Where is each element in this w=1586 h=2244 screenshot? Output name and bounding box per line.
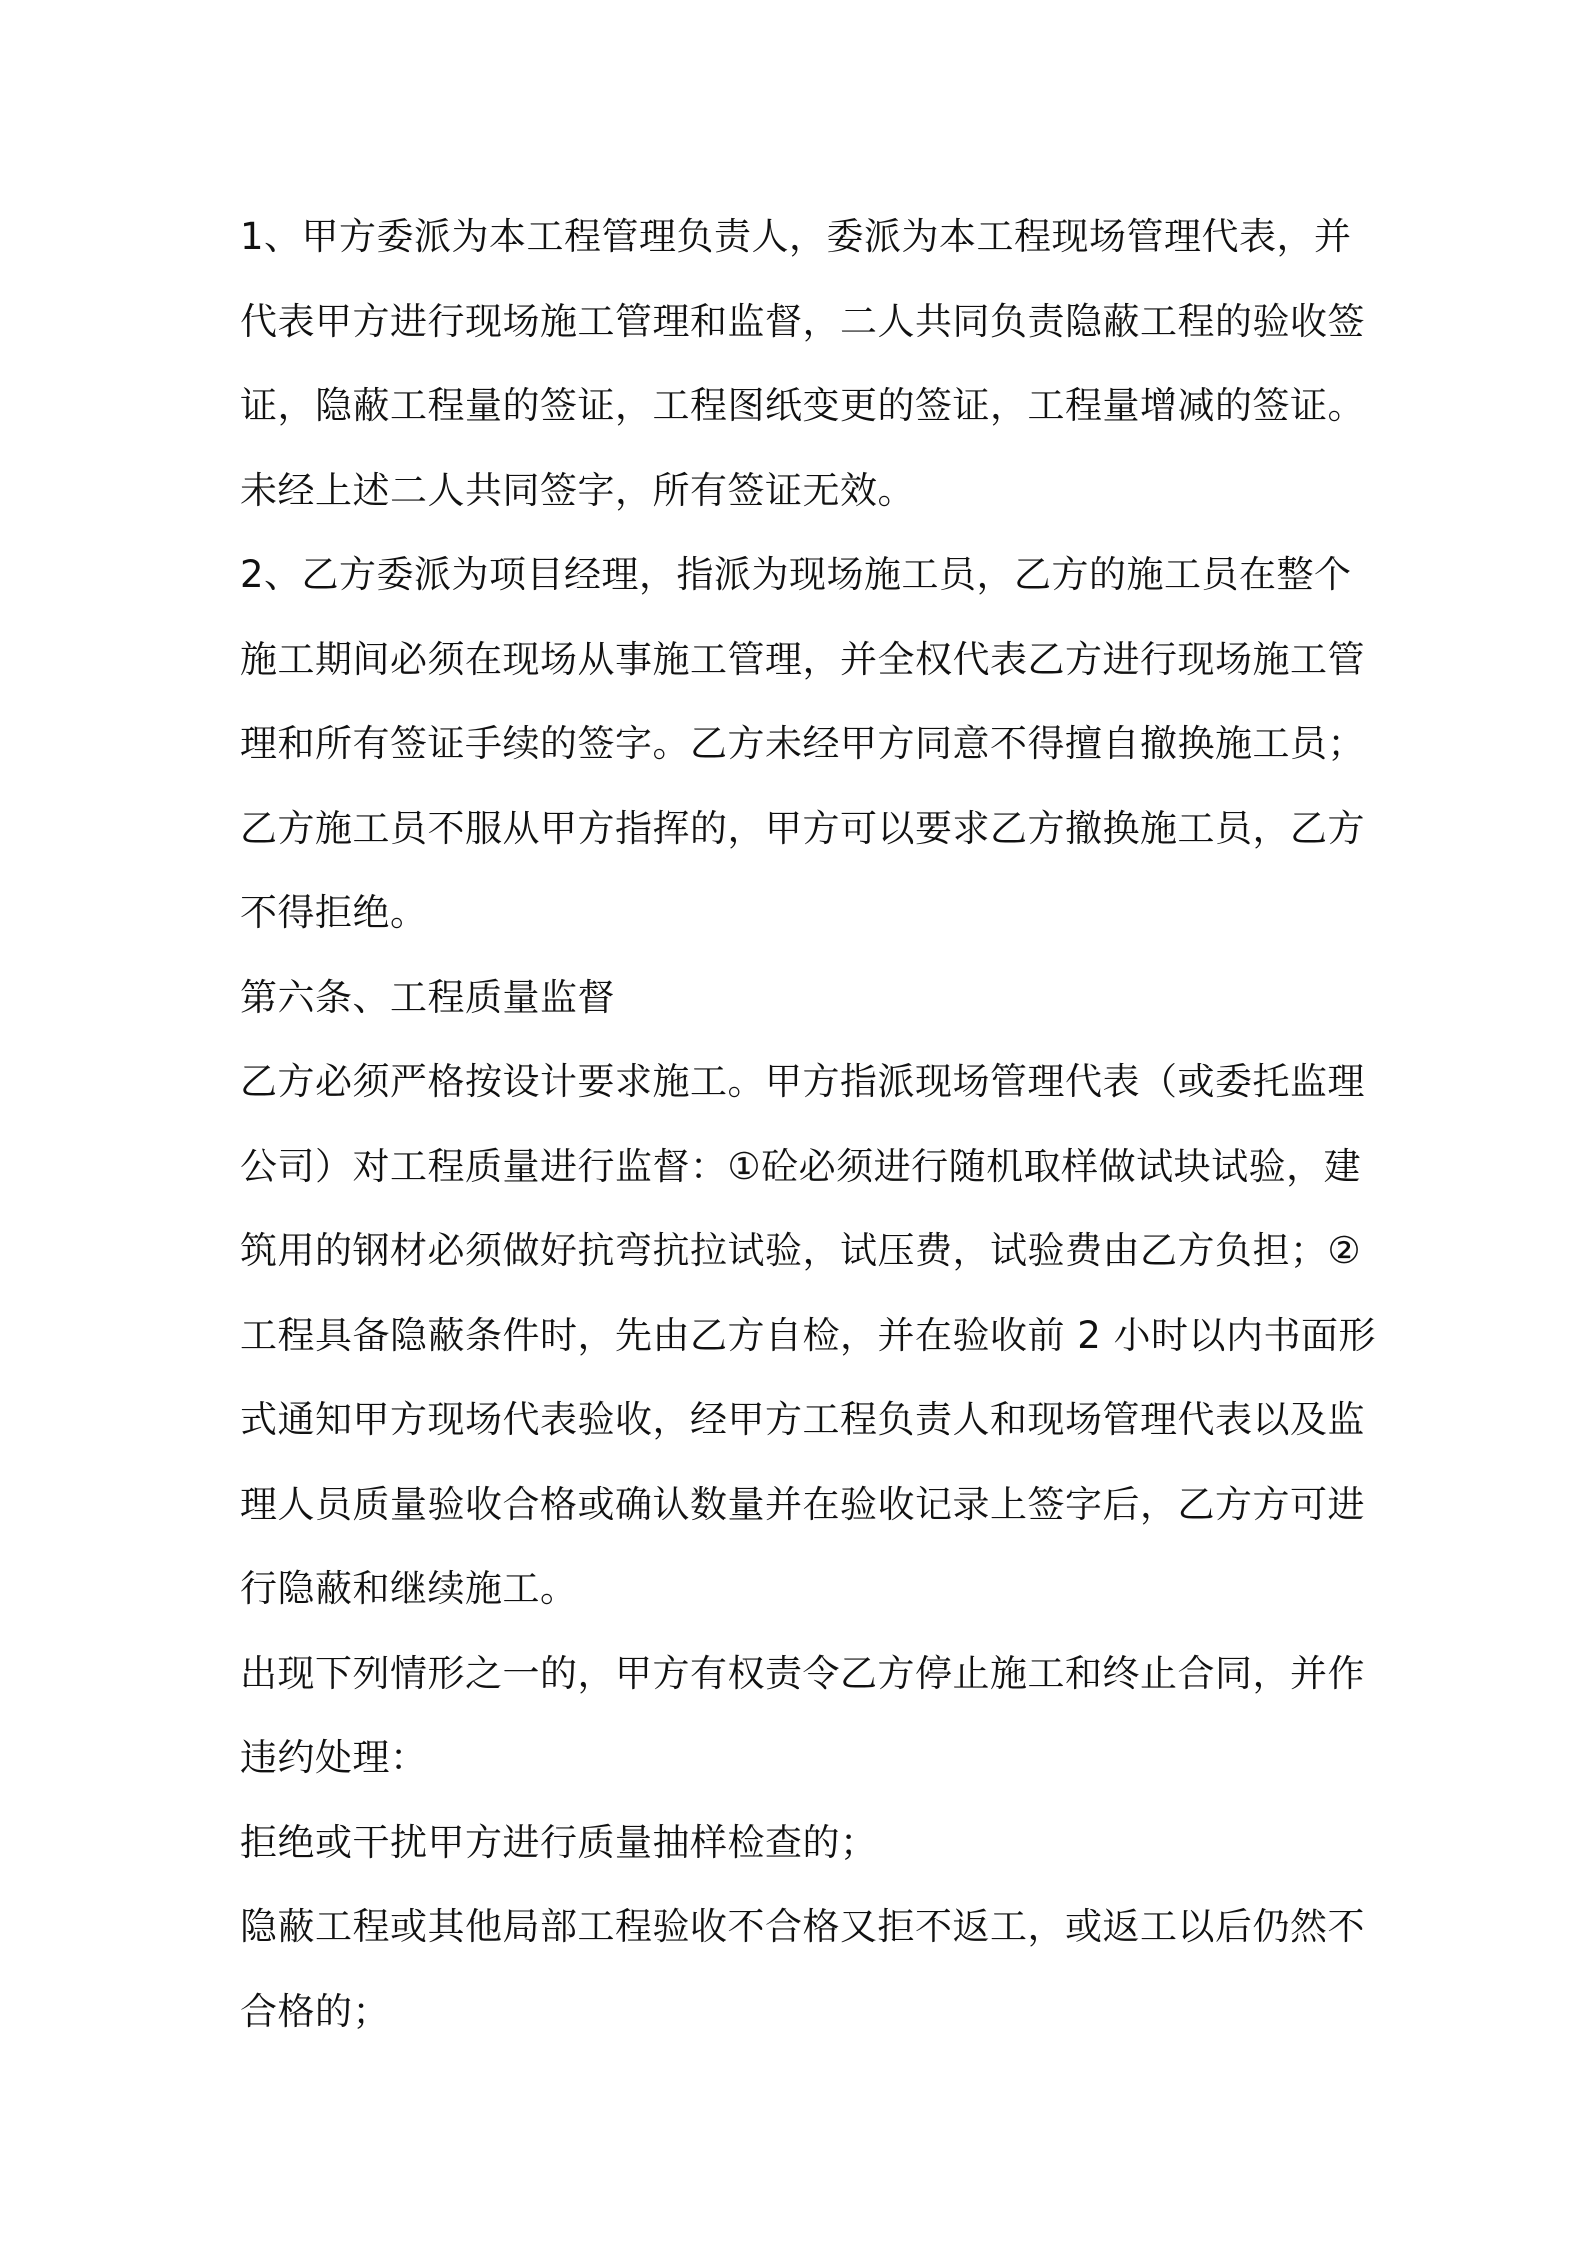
text-line: 乙方必须严格按设计要求施工。甲方指派现场管理代表（或委托监理: [240, 1060, 1365, 1103]
termination-conditions-paragraph: [240, 1632, 1365, 1801]
text-line: 代表甲方进行现场施工管理和监督，二人共同负责隐蔽工程的验收签: [240, 299, 1365, 343]
text-line: 合格的；: [240, 1989, 390, 2033]
text-line: 理人员质量验收合格或确认数量并在验收记录上签字后，乙方方可进: [240, 1482, 1365, 1526]
text-line: 不得拒绝。: [240, 891, 428, 934]
text-line: 出现下列情形之一的，甲方有权责令乙方停止施工和终止合同，并作: [240, 1651, 1365, 1695]
text-line: 隐蔽工程或其他局部工程验收不合格又拒不返工，或返工以后仍然不: [240, 1905, 1365, 1948]
text-line: 工程具备隐蔽条件时，先由乙方自检，并在验收前 2 小时以内书面形: [240, 1313, 1377, 1357]
text-line: 筑用的钢材必须做好抗弯抗拉试验，试压费，试验费由乙方负担；②: [240, 1229, 1362, 1272]
condition-1-paragraph: [240, 1801, 1360, 1886]
text-line: 公司）对工程质量进行监督：①砼必须进行随机取样做试块试验，建: [240, 1144, 1362, 1188]
condition-2-paragraph: [240, 1885, 1365, 2054]
document-body: [240, 195, 1377, 2054]
clause-2-paragraph: [240, 533, 1365, 956]
text-line: 式通知甲方现场代表验收，经甲方工程负责人和现场管理代表以及监: [240, 1398, 1365, 1441]
text-line: 证，隐蔽工程量的签证，工程图纸变更的签证，工程量增减的签证。: [240, 384, 1365, 427]
text-line: 未经上述二人共同签字，所有签证无效。: [240, 468, 915, 512]
text-line: 2、乙方委派为项目经理，指派为现场施工员，乙方的施工员在整个: [240, 553, 1352, 596]
text-line: 拒绝或干扰甲方进行质量抽样检查的；: [240, 1820, 878, 1864]
text-line: 施工期间必须在现场从事施工管理，并全权代表乙方进行现场施工管: [240, 637, 1365, 681]
article-6-heading: [240, 956, 1360, 1041]
text-line: 1、甲方委派为本工程管理负责人，委派为本工程现场管理代表，并: [240, 215, 1352, 258]
text-line: 行隐蔽和继续施工。: [240, 1567, 578, 1610]
text-line: 理和所有签证手续的签字。乙方未经甲方同意不得擅自撤换施工员；: [240, 722, 1365, 765]
text-line: 乙方施工员不服从甲方指挥的，甲方可以要求乙方撤换施工员，乙方: [240, 806, 1365, 850]
clause-1-paragraph: [240, 195, 1365, 533]
text-line: 违约处理：: [240, 1736, 428, 1779]
quality-supervision-paragraph: [240, 1040, 1377, 1632]
section-heading: 第六条、工程质量监督: [240, 975, 615, 1019]
